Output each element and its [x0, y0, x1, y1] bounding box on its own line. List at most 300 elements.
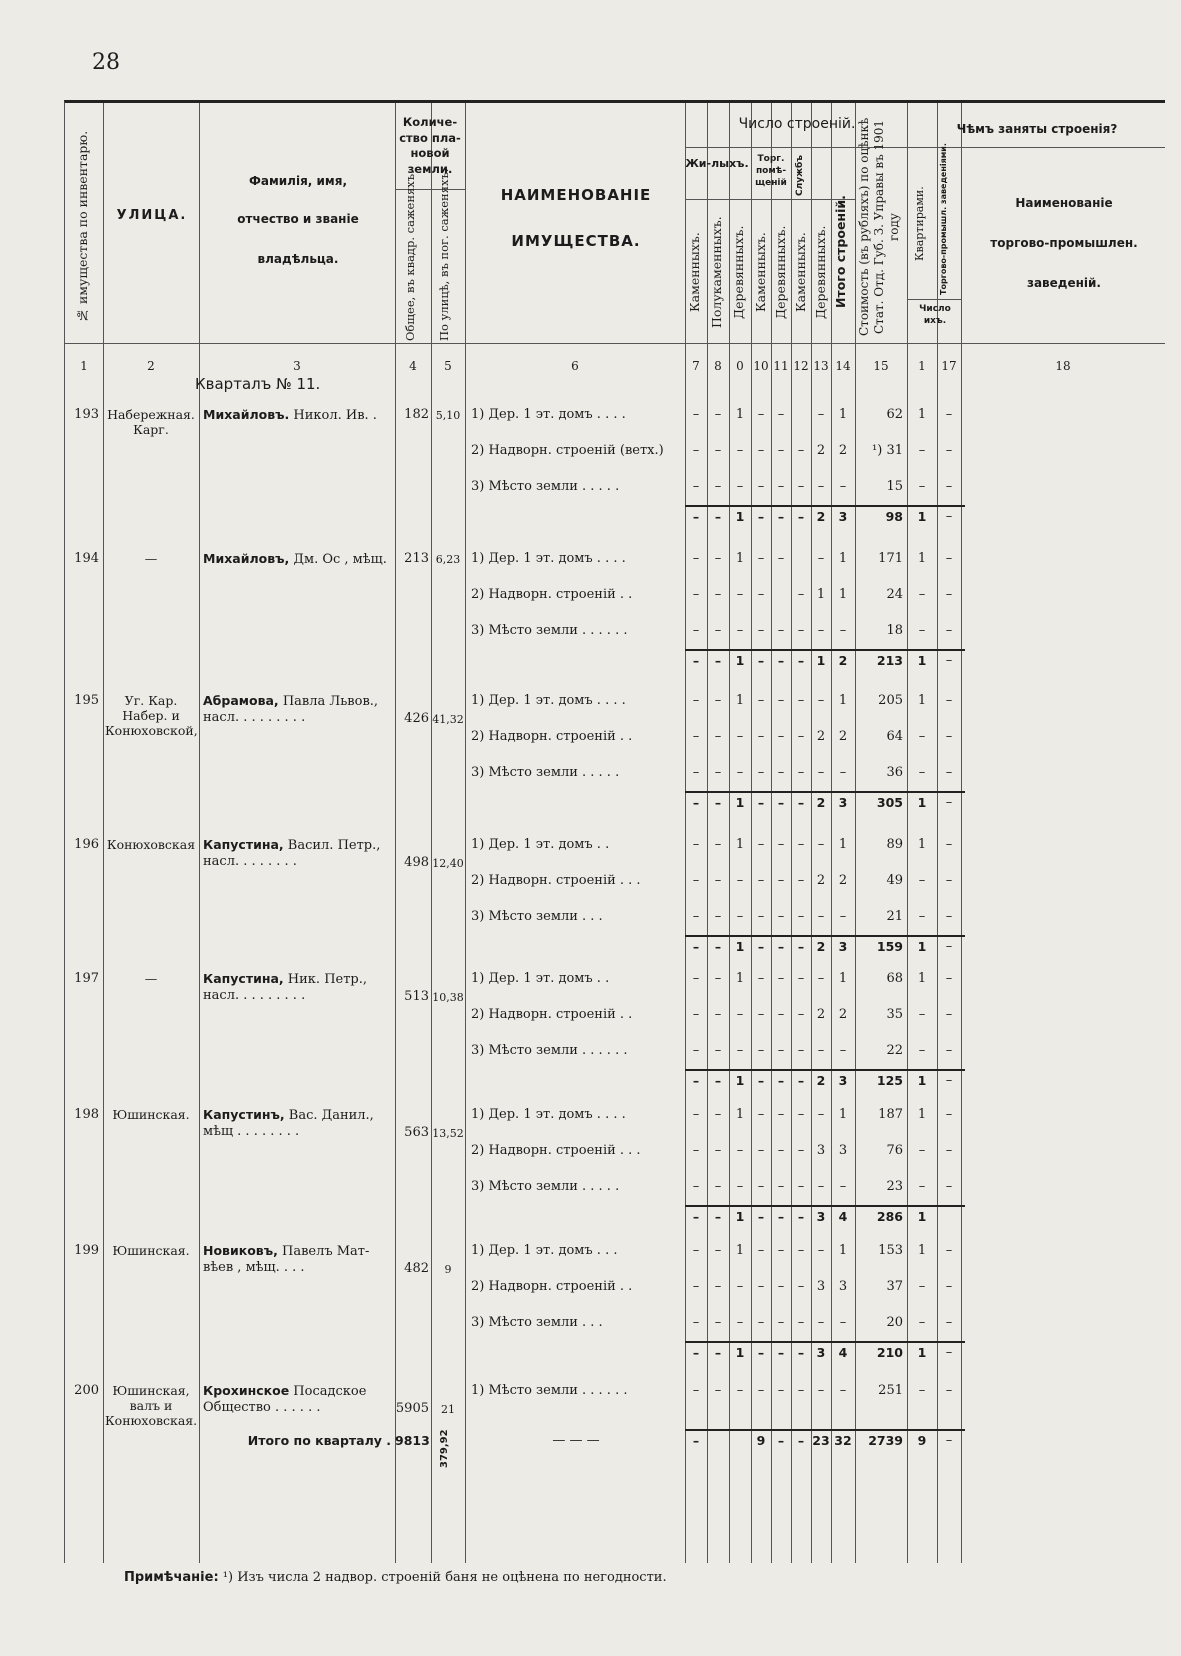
- owner-details: Ник. Петр.,: [283, 972, 368, 987]
- value-cell: 62: [886, 407, 903, 422]
- land-street: 21: [441, 1403, 455, 1416]
- trade-est-cell: –: [945, 1179, 953, 1194]
- value-cell: 35: [886, 1007, 903, 1022]
- land-street: 12,40: [432, 857, 464, 870]
- sum-value: 210: [876, 1345, 903, 1360]
- property-item: 1) Дер. 1 эт. домъ . . . .: [471, 693, 626, 708]
- sum-rule: [685, 649, 965, 651]
- building-count-cell: –: [797, 729, 805, 744]
- sum-rule: [685, 1069, 965, 1071]
- building-count-cell: 1: [735, 407, 745, 422]
- value-cell: 22: [886, 1043, 903, 1058]
- building-count-cell: –: [757, 939, 765, 954]
- building-count-cell: –: [839, 909, 847, 924]
- building-count-cell: 1: [838, 971, 848, 986]
- building-count-cell: –: [817, 1179, 825, 1194]
- land-total: 182: [404, 407, 429, 422]
- building-count-cell: –: [817, 1383, 825, 1398]
- building-count-cell: –: [714, 1279, 722, 1294]
- building-count-cell: 1: [838, 551, 848, 566]
- apartments-cell: –: [918, 1279, 926, 1294]
- apartments-cell: –: [918, 765, 926, 780]
- total-trade-est: –: [945, 1433, 953, 1448]
- land-street: 10,38: [432, 991, 464, 1004]
- building-count-cell: –: [757, 873, 765, 888]
- sum-value: 213: [876, 653, 903, 668]
- owner-surname: Крохинское: [203, 1383, 290, 1398]
- record-street: Уг. Кар. Набер. и Конюховской,: [105, 693, 198, 738]
- building-count-cell: 1: [838, 1107, 848, 1122]
- building-count-cell: 32: [834, 1433, 852, 1448]
- total-value: 2739: [868, 1433, 903, 1448]
- building-count-cell: –: [757, 1007, 765, 1022]
- header-apartments: Квартирами.: [913, 186, 926, 262]
- building-count-cell: –: [757, 1043, 765, 1058]
- building-count-cell: –: [777, 551, 785, 566]
- apartments-cell: –: [918, 1179, 926, 1194]
- building-count-cell: –: [797, 653, 805, 668]
- building-count-cell: –: [797, 1073, 805, 1088]
- building-count-cell: –: [757, 1279, 765, 1294]
- record-street: Юшинская.: [112, 1243, 190, 1258]
- record-street: —: [144, 971, 158, 986]
- quarter-title: Кварталъ № 11.: [195, 375, 321, 393]
- building-count-cell: –: [692, 1209, 700, 1224]
- land-street: 5,10: [435, 409, 461, 422]
- apartments-cell: –: [918, 873, 926, 888]
- building-count-cell: –: [777, 837, 785, 852]
- sum-trade-est: –: [945, 1345, 953, 1360]
- building-count-cell: –: [817, 479, 825, 494]
- building-count-cell: 1: [735, 653, 745, 668]
- building-count-cell: –: [777, 479, 785, 494]
- sum-value: 286: [876, 1209, 903, 1224]
- owner-details-line2: насл. . . . . . . . .: [203, 987, 306, 1003]
- owner-surname: Новиковъ,: [203, 1243, 278, 1258]
- column-number: 5: [444, 359, 452, 373]
- building-count-cell: –: [714, 909, 722, 924]
- building-count-cell: –: [797, 587, 805, 602]
- building-count-cell: 3: [838, 1279, 848, 1294]
- building-count-cell: –: [692, 795, 700, 810]
- building-count-cell: 1: [735, 1107, 745, 1122]
- owner-surname: Капустина,: [203, 971, 284, 986]
- building-count-cell: –: [692, 1073, 700, 1088]
- building-count-cell: –: [777, 1073, 785, 1088]
- value-cell: 36: [886, 765, 903, 780]
- apartments-cell: –: [918, 1383, 926, 1398]
- record-owner: [203, 1243, 393, 1275]
- building-count-cell: –: [777, 729, 785, 744]
- header-land: Количе-ство пла-новой земли.: [399, 115, 461, 176]
- owner-details-line2: насл. . . . . . . . .: [203, 709, 306, 725]
- building-count-cell: –: [757, 1209, 765, 1224]
- sum-apartments: 1: [917, 653, 927, 668]
- building-count-cell: –: [797, 1279, 805, 1294]
- building-count-cell: –: [757, 765, 765, 780]
- building-count-cell: –: [692, 1107, 700, 1122]
- building-count-cell: –: [736, 729, 744, 744]
- building-count-cell: –: [839, 765, 847, 780]
- column-number: 2: [147, 359, 155, 373]
- trade-est-cell: –: [945, 623, 953, 638]
- land-total: 5905: [395, 1401, 429, 1416]
- header-value: Стоимость (въ рубляхъ) по оцѣнкѣ Стат. Отд. Губ. З. Управы въ 1901 году: [857, 117, 901, 337]
- building-count-cell: 1: [735, 1345, 745, 1360]
- sum-apartments: 1: [917, 795, 927, 810]
- trade-est-cell: –: [945, 971, 953, 986]
- building-count-cell: –: [797, 1383, 805, 1398]
- building-count-cell: 2: [816, 939, 826, 954]
- building-count-cell: –: [777, 939, 785, 954]
- building-count-cell: –: [777, 1043, 785, 1058]
- building-count-cell: –: [714, 407, 722, 422]
- building-count-cell: –: [777, 765, 785, 780]
- property-item: 1) Дер. 1 эт. домъ . .: [471, 837, 610, 852]
- column-number: 7: [692, 359, 700, 373]
- building-count-cell: 1: [735, 1209, 745, 1224]
- building-count-cell: –: [757, 587, 765, 602]
- column-number: 17: [941, 359, 957, 373]
- apartments-cell: –: [918, 623, 926, 638]
- apartments-cell: –: [918, 479, 926, 494]
- building-count-cell: –: [714, 1143, 722, 1158]
- building-count-cell: –: [757, 479, 765, 494]
- column-number: 3: [293, 359, 301, 373]
- building-count-cell: –: [839, 1315, 847, 1330]
- building-count-cell: 2: [816, 795, 826, 810]
- record-street: —: [144, 551, 158, 566]
- sum-apartments: 1: [917, 1073, 927, 1088]
- building-count-cell: –: [797, 1243, 805, 1258]
- header-stone-2: Каменныхъ.: [753, 232, 768, 312]
- building-count-cell: 3: [816, 1279, 826, 1294]
- building-count-cell: –: [692, 443, 700, 458]
- building-count-cell: –: [714, 479, 722, 494]
- building-count-cell: –: [777, 1243, 785, 1258]
- building-count-cell: 1: [735, 509, 745, 524]
- value-cell: 20: [886, 1315, 903, 1330]
- building-count-cell: –: [714, 939, 722, 954]
- footnote-text: ¹) Изъ числа 2 надвор. строеній баня не оцѣнена по негодности.: [222, 1570, 667, 1585]
- land-street: 9: [444, 1263, 452, 1276]
- building-count-cell: –: [714, 1073, 722, 1088]
- building-count-cell: –: [777, 795, 785, 810]
- building-count-cell: –: [797, 939, 805, 954]
- building-count-cell: –: [757, 795, 765, 810]
- building-count-cell: –: [714, 971, 722, 986]
- owner-details-line2: мѣщ . . . . . . . .: [203, 1123, 300, 1139]
- value-cell: 251: [878, 1383, 903, 1398]
- building-count-cell: –: [757, 1315, 765, 1330]
- record-number: 200: [74, 1383, 99, 1398]
- property-item: 3) Мѣсто земли . . . . .: [471, 765, 620, 780]
- value-cell: 15: [886, 479, 903, 494]
- building-count-cell: 4: [838, 1345, 848, 1360]
- page-number: 28: [92, 50, 120, 75]
- building-count-cell: –: [736, 623, 744, 638]
- property-item: 3) Мѣсто земли . . . . . .: [471, 623, 628, 638]
- building-count-cell: –: [757, 551, 765, 566]
- header-stone-3: Каменныхъ.: [793, 232, 808, 312]
- header-street: УЛИЦА.: [116, 208, 188, 223]
- building-count-cell: –: [777, 1345, 785, 1360]
- header-trade-name-3: заведеній.: [1026, 276, 1101, 290]
- building-count-cell: 1: [838, 1243, 848, 1258]
- header-owner-2: отчество и званіе: [237, 212, 359, 226]
- apartments-cell: –: [918, 587, 926, 602]
- property-item: 1) Дер. 1 эт. домъ . . . .: [471, 1107, 626, 1122]
- building-count-cell: –: [777, 1209, 785, 1224]
- sum-value: 125: [876, 1073, 903, 1088]
- value-cell: 64: [886, 729, 903, 744]
- building-count-cell: –: [777, 873, 785, 888]
- column-number: 12: [793, 359, 809, 373]
- building-count-cell: –: [757, 729, 765, 744]
- building-count-cell: –: [777, 1433, 785, 1448]
- property-item: 2) Надворн. строеній . . .: [471, 873, 641, 888]
- property-item: 3) Мѣсто земли . . . . .: [471, 1179, 620, 1194]
- building-count-cell: –: [777, 509, 785, 524]
- owner-details: Никол. Ив. .: [289, 408, 377, 423]
- building-count-cell: –: [757, 407, 765, 422]
- header-owner-1: Фамилія, имя,: [248, 174, 348, 188]
- record-owner: [203, 1107, 393, 1139]
- building-count-cell: –: [714, 1107, 722, 1122]
- total-land: 9813: [395, 1433, 430, 1448]
- record-street: Набережная. Карг.: [107, 407, 195, 437]
- land-total: 563: [404, 1125, 429, 1140]
- building-count-cell: –: [714, 795, 722, 810]
- column-number: 0: [736, 359, 744, 373]
- building-count-cell: –: [692, 551, 700, 566]
- value-cell: 171: [878, 551, 903, 566]
- building-count-cell: –: [736, 1383, 744, 1398]
- value-cell: 37: [886, 1279, 903, 1294]
- column-number: 13: [813, 359, 829, 373]
- building-count-cell: –: [736, 587, 744, 602]
- building-count-cell: 2: [838, 729, 848, 744]
- apartments-cell: –: [918, 729, 926, 744]
- building-count-cell: –: [736, 1007, 744, 1022]
- header-property-2: ИМУЩЕСТВА.: [511, 232, 641, 250]
- value-cell: 76: [886, 1143, 903, 1158]
- land-total: 426: [404, 711, 429, 726]
- header-wooden: Деревянныхъ.: [731, 225, 746, 319]
- building-count-cell: 3: [838, 939, 848, 954]
- land-total: 513: [404, 989, 429, 1004]
- building-count-cell: –: [777, 1279, 785, 1294]
- building-count-cell: –: [777, 1007, 785, 1022]
- trade-est-cell: –: [945, 1107, 953, 1122]
- building-count-cell: –: [797, 1433, 805, 1448]
- building-count-cell: 2: [838, 873, 848, 888]
- column-number: 6: [571, 359, 579, 373]
- building-count-cell: 4: [838, 1209, 848, 1224]
- record-owner: [203, 693, 393, 725]
- record-owner: [203, 551, 393, 568]
- apartments-cell: 1: [917, 693, 927, 708]
- building-count-cell: –: [797, 765, 805, 780]
- apartments-cell: 1: [917, 971, 927, 986]
- value-cell: 153: [878, 1243, 903, 1258]
- building-count-cell: –: [797, 479, 805, 494]
- building-count-cell: –: [777, 909, 785, 924]
- building-count-cell: –: [777, 1179, 785, 1194]
- sum-value: 305: [876, 795, 903, 810]
- building-count-cell: –: [692, 1345, 700, 1360]
- building-count-cell: –: [797, 1345, 805, 1360]
- building-count-cell: –: [757, 909, 765, 924]
- total-apartments: 9: [917, 1433, 927, 1448]
- sum-rule: [685, 505, 965, 507]
- land-total: 498: [404, 855, 429, 870]
- building-count-cell: –: [692, 653, 700, 668]
- footnote: [124, 1570, 667, 1585]
- apartments-cell: –: [918, 1315, 926, 1330]
- owner-details-line2: Общество . . . . . .: [203, 1399, 321, 1415]
- building-count-cell: –: [757, 623, 765, 638]
- sum-value: 159: [876, 939, 903, 954]
- building-count-cell: –: [714, 551, 722, 566]
- property-item: 1) Дер. 1 эт. домъ . .: [471, 971, 610, 986]
- trade-est-cell: –: [945, 479, 953, 494]
- sum-trade-est: –: [945, 939, 953, 954]
- building-count-cell: 1: [816, 653, 826, 668]
- building-count-cell: 1: [838, 693, 848, 708]
- record-number: 198: [74, 1107, 99, 1122]
- inventory-table: [64, 100, 1165, 1563]
- property-item: 1) Дер. 1 эт. домъ . . .: [471, 1243, 618, 1258]
- property-item: 2) Надворн. строеній . .: [471, 1279, 633, 1294]
- apartments-cell: 1: [917, 1107, 927, 1122]
- building-count-cell: –: [797, 837, 805, 852]
- building-count-cell: –: [714, 1043, 722, 1058]
- building-count-cell: 3: [816, 1143, 826, 1158]
- building-count-cell: 23: [812, 1433, 830, 1448]
- header-wooden-3: Деревянныхъ.: [813, 225, 828, 319]
- building-count-cell: –: [757, 1345, 765, 1360]
- apartments-cell: 1: [917, 1243, 927, 1258]
- column-number: 8: [714, 359, 722, 373]
- building-count-cell: 1: [735, 1243, 745, 1258]
- trade-est-cell: –: [945, 1243, 953, 1258]
- value-cell: 18: [886, 623, 903, 638]
- apartments-cell: 1: [917, 551, 927, 566]
- column-number: 11: [773, 359, 789, 373]
- building-count-cell: –: [797, 1315, 805, 1330]
- building-count-cell: 1: [838, 407, 848, 422]
- header-stone: Каменныхъ.: [687, 232, 702, 312]
- building-count-cell: –: [757, 509, 765, 524]
- building-count-cell: –: [797, 795, 805, 810]
- header-occupied: Чѣмъ заняты строенія?: [956, 122, 1118, 136]
- building-count-cell: –: [736, 873, 744, 888]
- land-total: 482: [404, 1261, 429, 1276]
- sum-trade-est: –: [945, 653, 953, 668]
- trade-est-cell: –: [945, 1279, 953, 1294]
- building-count-cell: –: [839, 623, 847, 638]
- building-count-cell: 2: [816, 873, 826, 888]
- building-count-cell: –: [817, 693, 825, 708]
- building-count-cell: –: [714, 443, 722, 458]
- trade-est-cell: –: [945, 837, 953, 852]
- building-count-cell: –: [692, 509, 700, 524]
- building-count-cell: 2: [816, 1007, 826, 1022]
- building-count-cell: –: [757, 1073, 765, 1088]
- owner-details-line2: вѣев , мѣщ. . . .: [203, 1259, 305, 1275]
- column-number: 14: [835, 359, 851, 373]
- sum-apartments: 1: [917, 939, 927, 954]
- building-count-cell: –: [817, 971, 825, 986]
- trade-est-cell: –: [945, 1315, 953, 1330]
- column-number: 18: [1055, 359, 1071, 373]
- building-count-cell: –: [736, 909, 744, 924]
- value-cell: 89: [886, 837, 903, 852]
- sum-trade-est: –: [945, 1073, 953, 1088]
- record-owner: [203, 971, 393, 1003]
- building-count-cell: 2: [816, 1073, 826, 1088]
- building-count-cell: –: [757, 1383, 765, 1398]
- apartments-cell: –: [918, 443, 926, 458]
- building-count-cell: 1: [735, 551, 745, 566]
- building-count-cell: –: [817, 1107, 825, 1122]
- building-count-cell: –: [692, 1179, 700, 1194]
- building-count-cell: –: [777, 1315, 785, 1330]
- building-count-cell: –: [714, 1179, 722, 1194]
- building-count-cell: –: [817, 1043, 825, 1058]
- building-count-cell: –: [797, 443, 805, 458]
- building-count-cell: –: [692, 1279, 700, 1294]
- building-count-cell: –: [797, 623, 805, 638]
- building-count-cell: –: [692, 1043, 700, 1058]
- apartments-cell: –: [918, 1143, 926, 1158]
- building-count-cell: –: [692, 837, 700, 852]
- building-count-cell: 1: [735, 795, 745, 810]
- header-wooden-2: Деревянныхъ.: [773, 225, 788, 319]
- building-count-cell: –: [714, 693, 722, 708]
- header-trade: Торг. помѣ-щеній: [755, 154, 787, 189]
- building-count-cell: –: [692, 407, 700, 422]
- header-land-total: Общее, въ квадр. саженяхъ.: [403, 170, 417, 341]
- property-item: 1) Дер. 1 эт. домъ . . . .: [471, 551, 626, 566]
- land-street: 13,52: [432, 1127, 464, 1140]
- header-buildings: Число строеній.: [738, 116, 856, 132]
- trade-est-cell: –: [945, 729, 953, 744]
- total-label: Итого по кварталу .: [247, 1433, 391, 1448]
- building-count-cell: 2: [838, 653, 848, 668]
- apartments-cell: –: [918, 909, 926, 924]
- owner-details: Павла Львов.,: [278, 694, 379, 709]
- sum-rule: [685, 935, 965, 937]
- property-item: 2) Надворн. строеній . . .: [471, 1143, 641, 1158]
- building-count-cell: –: [817, 407, 825, 422]
- record-street: Юшинская, валъ и Конюховская.: [105, 1383, 198, 1428]
- building-count-cell: –: [817, 1243, 825, 1258]
- header-half-stone: Полукаменныхъ.: [709, 216, 724, 328]
- building-count-cell: –: [692, 939, 700, 954]
- header-count: Число ихъ.: [919, 304, 951, 327]
- building-count-cell: –: [714, 653, 722, 668]
- trade-est-cell: –: [945, 765, 953, 780]
- building-count-cell: 1: [735, 971, 745, 986]
- building-count-cell: –: [777, 693, 785, 708]
- building-count-cell: –: [797, 509, 805, 524]
- header-service: Службъ: [795, 154, 805, 196]
- trade-est-cell: –: [945, 551, 953, 566]
- sum-value: 98: [885, 509, 903, 524]
- building-count-cell: –: [757, 443, 765, 458]
